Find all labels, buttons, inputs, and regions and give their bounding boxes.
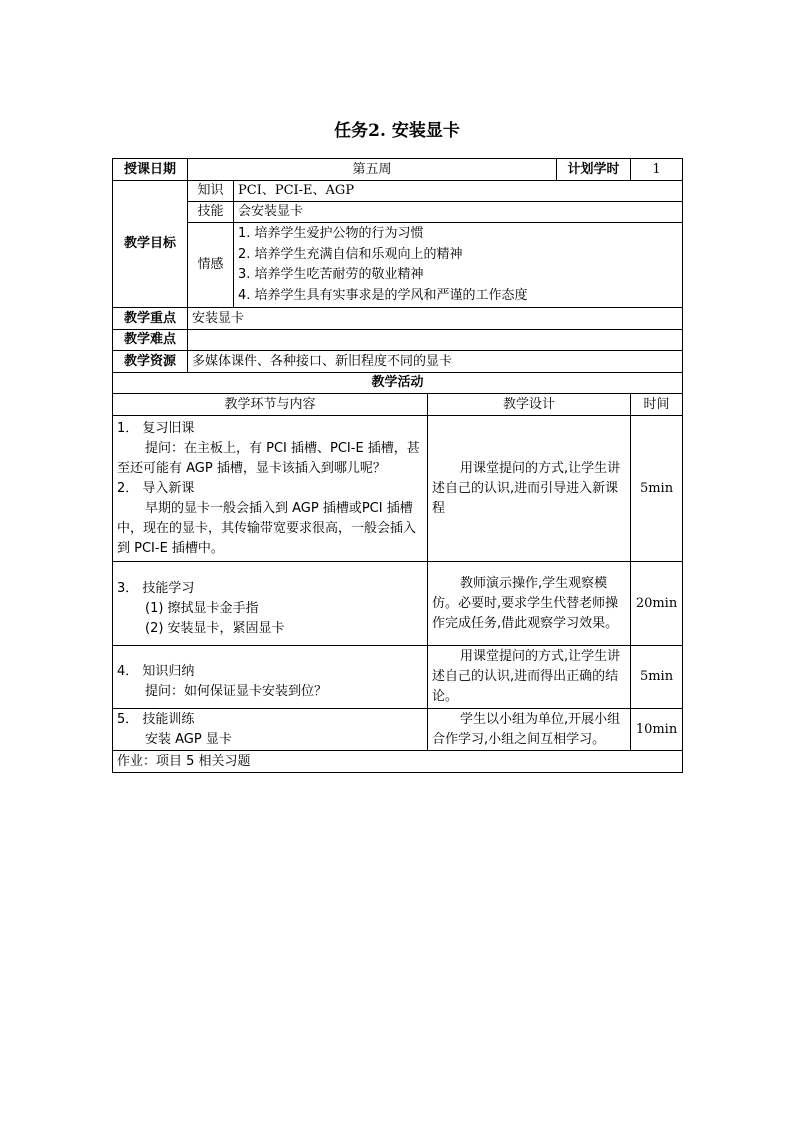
knowledge-value: PCI、PCI-E、AGP	[234, 181, 683, 202]
skill-label: 技能	[188, 202, 234, 223]
knowledge-row	[113, 181, 683, 202]
emotion-row	[113, 223, 683, 308]
activity-row	[113, 646, 683, 709]
activity-design: 用课堂提问的方式,让学生讲述自己的认识,进而引导进入新课程	[428, 416, 631, 562]
activity-content	[113, 646, 428, 709]
activity-content	[113, 709, 428, 751]
activity-line: (1) 擦拭显卡金手指	[145, 600, 259, 616]
activity-line: 3． 技能学习	[117, 580, 195, 596]
knowledge-label: 知识	[188, 181, 234, 202]
emotion-item: 1. 培养学生爱护公物的行为习惯	[238, 226, 424, 241]
activities-header-row	[113, 394, 683, 416]
page-title: 任务2. 安装显卡	[334, 121, 460, 141]
activity-row	[113, 562, 683, 646]
skill-row	[113, 202, 683, 223]
date-row	[113, 159, 683, 181]
key-point-value: 安装显卡	[188, 308, 683, 330]
activity-time: 5min	[631, 416, 683, 562]
activity-row	[113, 416, 683, 562]
homework-row	[113, 751, 683, 773]
activity-line: 早期的显卡一般会插入到 AGP 插槽或PCI 插槽中，现在的显卡，其传输带宽要求很高，一般会插入到 PCI-E 插槽中。	[117, 500, 417, 556]
resources-label: 教学资源	[113, 351, 188, 373]
hours-value: 1	[631, 159, 683, 181]
date-value: 第五周	[188, 159, 557, 181]
activity-design: 学生以小组为单位,开展小组合作学习,小组之间互相学习。	[428, 709, 631, 751]
emotion-items	[234, 223, 683, 308]
resources-row	[113, 351, 683, 373]
activity-line: (2) 安装显卡，紧固显卡	[145, 620, 285, 636]
activity-line: 提问：如何保证显卡安装到位？	[145, 684, 328, 699]
col-design-header: 教学设计	[428, 394, 631, 416]
key-point-row	[113, 308, 683, 330]
homework-text: 作业：项目 5 相关习题	[113, 751, 683, 773]
skill-value: 会安装显卡	[234, 202, 683, 223]
emotion-label: 情感	[188, 223, 234, 308]
col-content-header: 教学环节与内容	[113, 394, 428, 416]
activity-content	[113, 416, 428, 562]
emotion-item: 2. 培养学生充满自信和乐观向上的精神	[238, 246, 463, 262]
activities-title: 教学活动	[113, 373, 683, 394]
activity-line: 安装 AGP 显卡	[145, 731, 232, 747]
activity-line: 4． 知识归纳	[117, 664, 195, 679]
objectives-label: 教学目标	[113, 181, 188, 308]
activity-line: 2． 导入新课	[117, 480, 195, 496]
activity-time: 10min	[631, 709, 683, 751]
activity-line: 提问：在主板上，有 PCI 插槽、PCI-E 插槽，甚至还可能有 AGP 插槽，显卡该插入到哪儿呢？	[117, 440, 420, 476]
difficulty-row	[113, 330, 683, 351]
activity-row	[113, 709, 683, 751]
difficulty-label: 教学难点	[113, 330, 188, 351]
key-point-label: 教学重点	[113, 308, 188, 330]
date-label: 授课日期	[113, 159, 188, 181]
activity-design: 用课堂提问的方式,让学生讲述自己的认识,进而得出正确的结论。	[428, 646, 631, 709]
activity-time: 5min	[631, 646, 683, 709]
activity-line: 1． 复习旧课	[117, 420, 195, 436]
activity-design: 教师演示操作,学生观察模仿。必要时,要求学生代替老师操作完成任务,借此观察学习效果。	[428, 562, 631, 646]
activities-title-row	[113, 373, 683, 394]
activity-line: 5． 技能训练	[117, 711, 195, 727]
hours-label: 计划学时	[557, 159, 631, 181]
activity-content	[113, 562, 428, 646]
col-time-header: 时间	[631, 394, 683, 416]
activity-time: 20min	[631, 562, 683, 646]
lesson-plan-table	[112, 158, 683, 773]
difficulty-value	[188, 330, 683, 351]
emotion-item: 4. 培养学生具有实事求是的学风和严谨的工作态度	[238, 287, 528, 303]
emotion-item: 3. 培养学生吃苦耐劳的敬业精神	[238, 267, 424, 282]
resources-value: 多媒体课件、各种接口、新旧程度不同的显卡	[188, 351, 683, 373]
